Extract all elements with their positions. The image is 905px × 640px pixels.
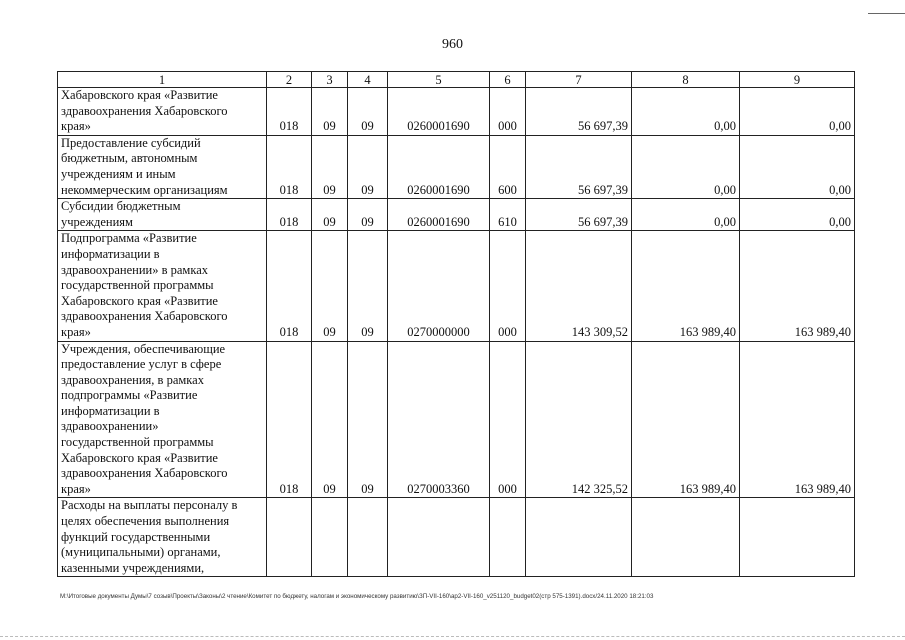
section-code-cell: 018 — [267, 135, 312, 198]
article-code-cell: 09 — [348, 231, 388, 341]
subsection-code-cell: 09 — [312, 88, 348, 136]
amount-year2-cell — [632, 498, 740, 577]
target-code-cell: 0260001690 — [388, 199, 490, 231]
row-name-line: здравоохранения Хабаровского — [61, 103, 228, 118]
row-name-cell — [58, 88, 267, 136]
col-header: 4 — [348, 72, 388, 88]
row-name-line: казенными учреждениями, — [61, 560, 205, 575]
amount-year1-cell: 56 697,39 — [526, 135, 632, 198]
row-name-line: информатизации в — [61, 246, 160, 261]
amount-year3-cell: 0,00 — [740, 88, 855, 136]
article-code-cell — [348, 498, 388, 577]
subsection-code-cell — [312, 498, 348, 577]
amount-year2-cell: 0,00 — [632, 88, 740, 136]
row-name-line: Учреждения, обеспечивающие — [61, 341, 226, 356]
header-row — [58, 72, 855, 88]
row-name-line: Подпрограмма «Развитие — [61, 231, 197, 246]
row-name-line: здравоохранения, в рамках — [61, 372, 204, 387]
target-code-cell: 0260001690 — [388, 88, 490, 136]
section-code-cell: 018 — [267, 341, 312, 498]
subsection-code-cell: 09 — [312, 199, 348, 231]
row-name-line: предоставление услуг в сфере — [61, 357, 222, 372]
amount-year3-cell: 163 989,40 — [740, 341, 855, 498]
target-code-cell: 0270000000 — [388, 231, 490, 341]
row-name-line: Хабаровского края «Развитие — [61, 293, 218, 308]
row-name-cell — [58, 341, 267, 498]
amount-year1-cell: 56 697,39 — [526, 88, 632, 136]
amount-year1-cell: 142 325,52 — [526, 341, 632, 498]
row-name-line: (муниципальными) органами, — [61, 545, 221, 560]
row-name-line: здравоохранения Хабаровского — [61, 309, 228, 324]
row-name-line: некоммерческим организациям — [61, 182, 228, 197]
bottom-edge-marks — [0, 636, 905, 639]
col-header: 8 — [632, 72, 740, 88]
article-code-cell: 09 — [348, 341, 388, 498]
row-name-line: Предоставление субсидий — [61, 135, 201, 150]
table-row — [58, 498, 855, 577]
table-row — [58, 88, 855, 136]
col-header: 5 — [388, 72, 490, 88]
row-name-cell — [58, 135, 267, 198]
row-name-line: Хабаровского края «Развитие — [61, 88, 218, 102]
row-name-line: здравоохранении» в рамках — [61, 262, 209, 277]
expense-type-cell: 600 — [490, 135, 526, 198]
article-code-cell: 09 — [348, 199, 388, 231]
section-code-cell: 018 — [267, 88, 312, 136]
row-name-line: края» — [61, 324, 91, 339]
row-name-line: края» — [61, 481, 91, 496]
table-row — [58, 135, 855, 198]
amount-year1-cell — [526, 498, 632, 577]
col-header: 9 — [740, 72, 855, 88]
row-name-line: здравоохранении» — [61, 419, 159, 434]
amount-year2-cell: 163 989,40 — [632, 231, 740, 341]
section-code-cell: 018 — [267, 199, 312, 231]
amount-year2-cell: 163 989,40 — [632, 341, 740, 498]
table-row — [58, 341, 855, 498]
expense-type-cell: 610 — [490, 199, 526, 231]
section-code-cell: 018 — [267, 231, 312, 341]
subsection-code-cell: 09 — [312, 231, 348, 341]
row-name-line: учреждениям и иным — [61, 166, 176, 181]
row-name-line: подпрограммы «Развитие — [61, 388, 198, 403]
document-path-footer: M:\Итоговые документы Думы\7 созыв\Проекты\Законы\2 чтение\Комитет по бюджету, налогам и экономическому развитию\ЗП-VII-160\ap2-VII-160_v251120_budget02(стр 575-1391).docx/24.11.2020 18:21:03 — [60, 593, 654, 600]
expense-type-cell — [490, 498, 526, 577]
page-number: 960 — [442, 37, 463, 52]
subsection-code-cell: 09 — [312, 135, 348, 198]
col-header: 1 — [58, 72, 267, 88]
row-name-line: учреждениям — [61, 214, 133, 229]
row-name-line: целях обеспечения выполнения — [61, 514, 230, 529]
row-name-line: здравоохранения Хабаровского — [61, 466, 228, 481]
article-code-cell: 09 — [348, 88, 388, 136]
amount-year3-cell: 0,00 — [740, 135, 855, 198]
row-name-cell — [58, 231, 267, 341]
expense-type-cell: 000 — [490, 88, 526, 136]
top-edge-line — [868, 13, 905, 14]
budget-table — [57, 71, 855, 577]
row-name-line: государственной программы — [61, 278, 214, 293]
target-code-cell: 0260001690 — [388, 135, 490, 198]
amount-year1-cell: 56 697,39 — [526, 199, 632, 231]
col-header: 3 — [312, 72, 348, 88]
article-code-cell: 09 — [348, 135, 388, 198]
col-header: 2 — [267, 72, 312, 88]
row-name-cell — [58, 498, 267, 577]
row-name-cell — [58, 199, 267, 231]
table-row — [58, 199, 855, 231]
col-header: 7 — [526, 72, 632, 88]
subsection-code-cell: 09 — [312, 341, 348, 498]
target-code-cell: 0270003360 — [388, 341, 490, 498]
row-name-line: Хабаровского края «Развитие — [61, 450, 218, 465]
amount-year2-cell: 0,00 — [632, 199, 740, 231]
row-name-line: информатизации в — [61, 403, 160, 418]
row-name-line: края» — [61, 119, 91, 134]
amount-year3-cell: 0,00 — [740, 199, 855, 231]
expense-type-cell: 000 — [490, 231, 526, 341]
row-name-line: Расходы на выплаты персоналу в — [61, 498, 238, 513]
table-row — [58, 231, 855, 341]
row-name-line: функций государственными — [61, 529, 211, 544]
row-name-line: государственной программы — [61, 435, 214, 450]
row-name-line: бюджетным, автономным — [61, 151, 198, 166]
amount-year3-cell: 163 989,40 — [740, 231, 855, 341]
expense-type-cell: 000 — [490, 341, 526, 498]
target-code-cell — [388, 498, 490, 577]
col-header: 6 — [490, 72, 526, 88]
amount-year1-cell: 143 309,52 — [526, 231, 632, 341]
row-name-line: Субсидии бюджетным — [61, 199, 181, 214]
amount-year3-cell — [740, 498, 855, 577]
section-code-cell — [267, 498, 312, 577]
amount-year2-cell: 0,00 — [632, 135, 740, 198]
